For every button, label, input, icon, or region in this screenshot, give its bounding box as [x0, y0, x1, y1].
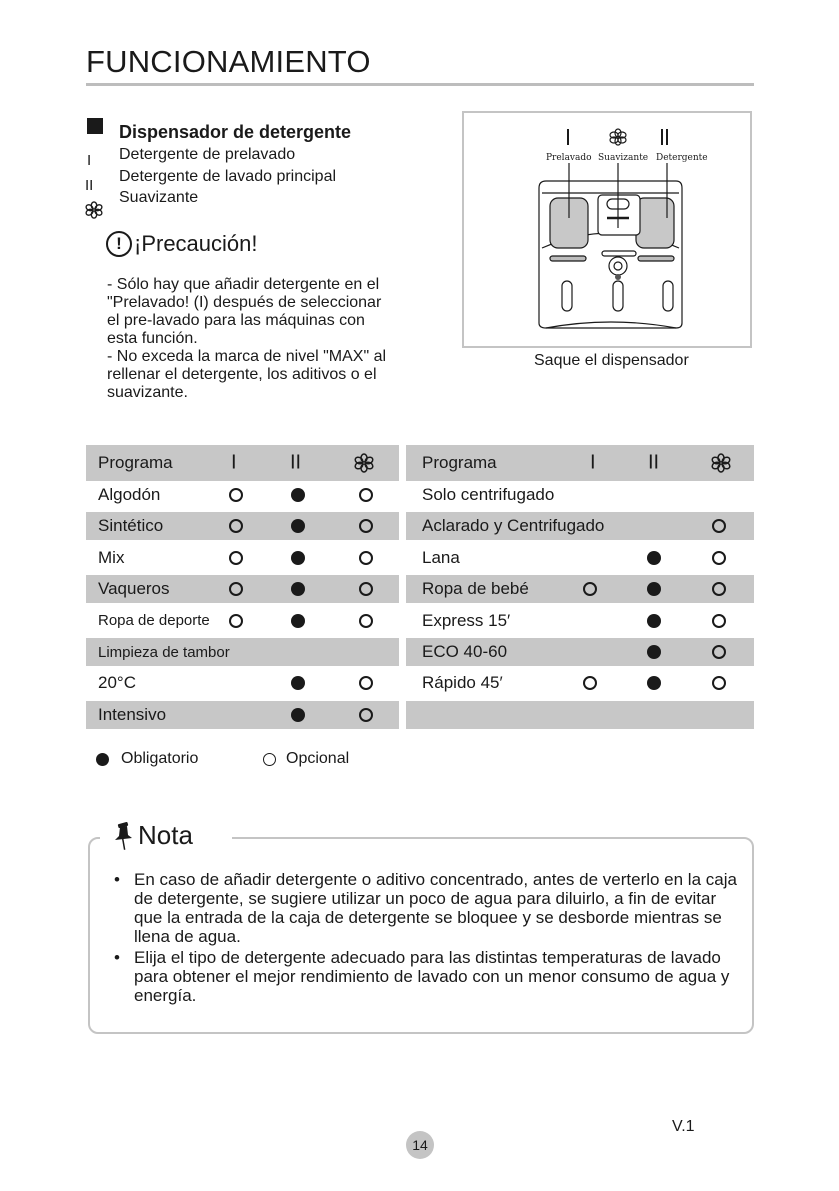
legend-main-wash: Detergente de lavado principal — [119, 168, 337, 185]
caution-line: "Prelavado! (I) después de seleccionar — [107, 294, 382, 311]
optional-mark-icon — [712, 519, 726, 533]
mandatory-mark-icon — [291, 676, 305, 690]
optional-mark-icon — [712, 645, 726, 659]
prewash-symbol: I — [87, 152, 92, 169]
header-program: Programa — [422, 453, 497, 472]
program-name: Ropa de deporte — [98, 612, 210, 630]
filled-circle-icon — [96, 753, 109, 766]
flower-icon — [711, 453, 731, 473]
dispenser-drawing — [464, 113, 749, 345]
program-name: Lana — [422, 547, 460, 567]
table-row — [406, 607, 754, 635]
note-item — [110, 948, 740, 1005]
table-row — [86, 607, 399, 635]
caution-title: ¡Precaución! — [134, 231, 258, 256]
mandatory-mark-icon — [647, 582, 661, 596]
bullet-icon: • — [114, 870, 120, 889]
title-divider — [86, 83, 754, 86]
mandatory-mark-icon — [291, 708, 305, 722]
program-name: Express 15′ — [422, 610, 511, 630]
table-row — [86, 701, 399, 729]
main-wash-symbol: II — [85, 177, 94, 194]
optional-mark-icon — [359, 582, 373, 596]
caution-line: rellenar el detergente, los aditivos o el — [107, 366, 377, 383]
flower-icon — [85, 201, 103, 219]
optional-mark-icon — [712, 582, 726, 596]
optional-mark-icon — [359, 488, 373, 502]
note-item — [110, 870, 740, 946]
program-name: Sintético — [98, 516, 164, 536]
header-prewash: I — [590, 451, 596, 474]
bullet-icon: • — [114, 948, 120, 967]
svg-text:Suavizante: Suavizante — [598, 153, 649, 163]
optional-mark-icon — [359, 614, 373, 628]
optional-mark-icon — [229, 614, 243, 628]
header-program: Programa — [98, 453, 173, 472]
note-item-text: En caso de añadir detergente o aditivo concentrado, antes de verterlo en la caja de detergente, se sugiere utilizar un poco de agua para diluirlo, a fin de evitar que la entrada de la caja de detergente se bloquee y se desborde mientras se llena de agua. — [134, 870, 737, 946]
program-name: Ropa de bebé — [422, 579, 529, 599]
optional-mark-icon — [712, 676, 726, 690]
key-optional — [263, 750, 349, 768]
header-main: II — [648, 451, 660, 474]
section-square-icon — [87, 118, 103, 134]
flower-icon — [354, 453, 374, 473]
table-header — [406, 445, 754, 481]
table-row — [86, 638, 399, 666]
pushpin-icon — [112, 821, 134, 851]
table-row — [86, 575, 399, 603]
dispenser-title: Dispensador de detergente — [119, 122, 352, 142]
caution-line: - Sólo hay que añadir detergente en el — [107, 276, 380, 293]
dispenser-figure — [462, 111, 752, 348]
optional-mark-icon — [583, 676, 597, 690]
table-row — [406, 544, 754, 572]
note-title: Nota — [138, 820, 193, 850]
optional-mark-icon — [359, 551, 373, 565]
caution-heading — [106, 231, 258, 257]
version-label: V.1 — [672, 1118, 695, 1135]
caution-line: el pre-lavado para las máquinas con — [107, 312, 365, 329]
table-row — [86, 544, 399, 572]
table-row — [406, 669, 754, 697]
program-name: Rápido 45′ — [422, 673, 503, 693]
page-title: FUNCIONAMIENTO — [86, 44, 371, 79]
note-item-text: Elija el tipo de detergente adecuado para las distintas temperaturas de lavado para obtener el mejor rendimiento de lavado con un menor consumo de agua y energía. — [134, 948, 730, 1005]
key-optional-label: Opcional — [286, 750, 350, 767]
mandatory-mark-icon — [291, 551, 305, 565]
optional-mark-icon — [712, 614, 726, 628]
table-row — [86, 512, 399, 540]
table-row — [86, 481, 399, 509]
table-row — [406, 638, 754, 666]
note-list — [110, 870, 740, 1007]
program-name: Mix — [98, 547, 125, 567]
table-header — [86, 445, 399, 481]
optional-mark-icon — [583, 582, 597, 596]
optional-mark-icon — [359, 519, 373, 533]
table-row — [406, 512, 754, 540]
svg-text:Detergente: Detergente — [656, 153, 708, 163]
program-name: Algodón — [98, 485, 161, 504]
program-name: Solo centrifugado — [422, 485, 555, 504]
mandatory-mark-icon — [291, 582, 305, 596]
optional-mark-icon — [229, 488, 243, 502]
program-name: Intensivo — [98, 704, 167, 724]
header-prewash: I — [231, 451, 237, 474]
mandatory-mark-icon — [647, 676, 661, 690]
program-name: ECO 40-60 — [422, 642, 508, 661]
legend-softener: Suavizante — [119, 189, 199, 206]
mandatory-mark-icon — [291, 519, 305, 533]
program-name: Limpieza de tambor — [98, 643, 230, 661]
optional-mark-icon — [712, 551, 726, 565]
optional-mark-icon — [229, 551, 243, 565]
key-mandatory-label: Obligatorio — [121, 750, 199, 767]
mandatory-mark-icon — [647, 614, 661, 628]
optional-mark-icon — [359, 676, 373, 690]
caution-text — [107, 276, 437, 402]
program-table-right — [406, 445, 754, 732]
table-row — [86, 669, 399, 697]
page-number: 14 — [406, 1131, 434, 1159]
caution-line: suavizante. — [107, 384, 188, 401]
note-heading — [112, 820, 193, 851]
table-row — [406, 575, 754, 603]
mandatory-mark-icon — [647, 645, 661, 659]
program-name: 20°C — [98, 673, 136, 693]
key-mandatory — [96, 750, 198, 768]
header-main: II — [290, 451, 302, 474]
optional-mark-icon — [229, 582, 243, 596]
program-table-left — [86, 445, 399, 732]
caution-line: esta función. — [107, 330, 198, 347]
program-name: Aclarado y Centrifugado — [422, 516, 605, 536]
program-name: Vaqueros — [98, 579, 170, 599]
optional-mark-icon — [229, 519, 243, 533]
optional-mark-icon — [359, 708, 373, 722]
mandatory-mark-icon — [291, 614, 305, 628]
table-row — [406, 481, 754, 509]
mandatory-mark-icon — [647, 551, 661, 565]
caution-line: - No exceda la marca de nivel "MAX" al — [107, 348, 387, 365]
open-circle-icon — [263, 753, 276, 766]
table-row — [406, 701, 754, 729]
exclamation-icon: ! — [106, 231, 132, 257]
figure-caption: Saque el dispensador — [534, 352, 689, 369]
svg-text:Prelavado: Prelavado — [546, 153, 592, 163]
mandatory-mark-icon — [291, 488, 305, 502]
legend-prewash: Detergente de prelavado — [119, 146, 296, 163]
